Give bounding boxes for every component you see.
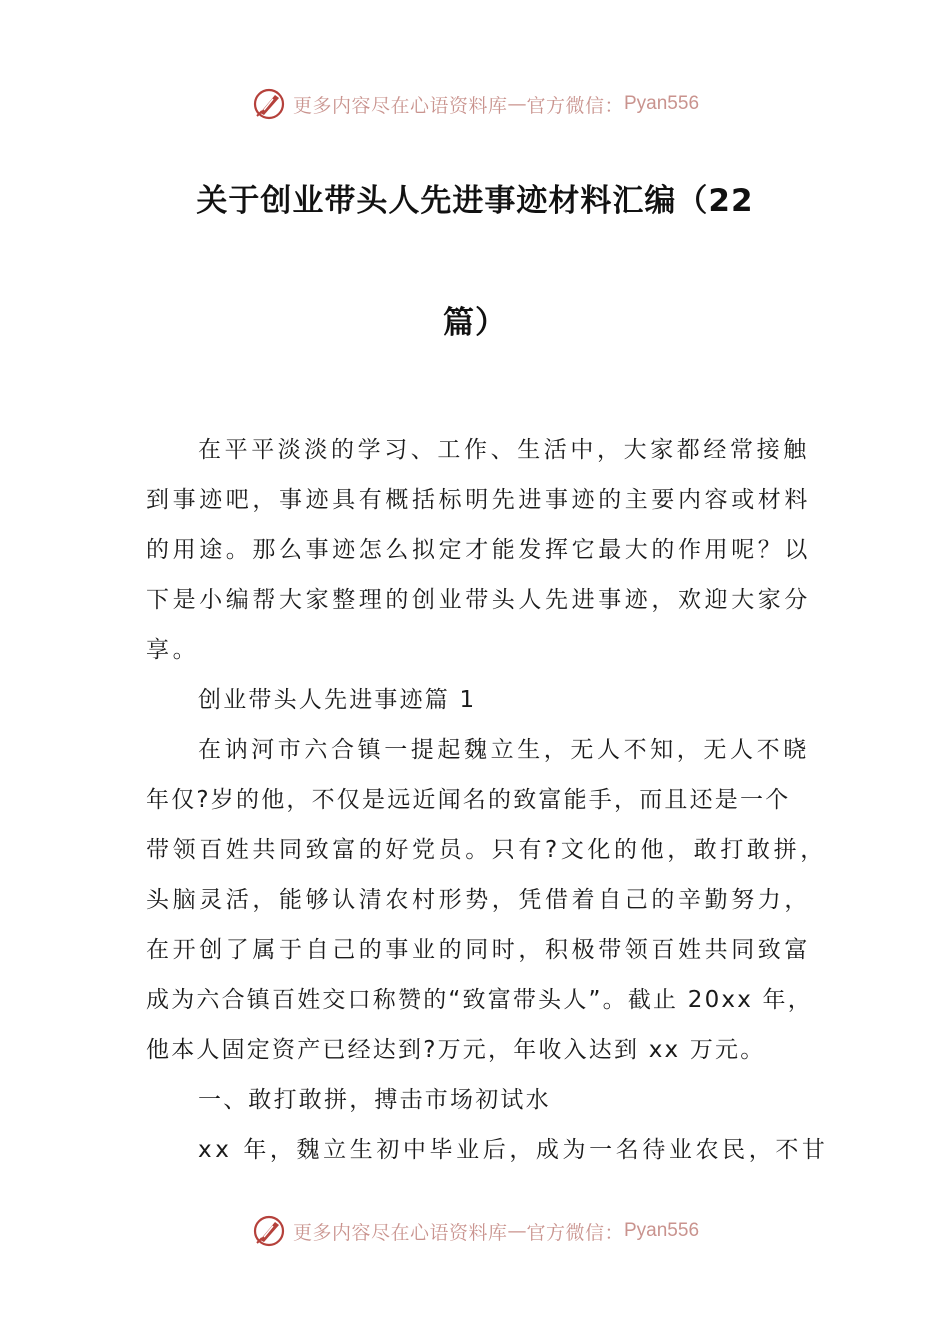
quill-logo-icon xyxy=(251,1213,287,1249)
sub-heading: 一、敢打敢拼，搏击市场初试水 xyxy=(198,1087,551,1113)
quill-logo-icon xyxy=(251,86,287,122)
document-title-line-1: 关于创业带头人先进事迹材料汇编（22 xyxy=(196,183,754,219)
watermark-dash: — xyxy=(507,93,527,115)
body-line: 在开创了属于自己的事业的同时，积极带领百姓共同致富 xyxy=(146,937,811,963)
document-title-line-2: 篇） xyxy=(443,305,507,341)
body-line: 年仅?岁的他，不仅是远近闻名的致富能手，而且还是一个 xyxy=(146,787,791,813)
body-line: 享。 xyxy=(146,637,200,663)
body-line: 他本人固定资产已经达到?万元，年收入达到 xx 万元。 xyxy=(146,1037,766,1063)
body-line: 带领百姓共同致富的好党员。只有?文化的他，敢打敢拼， xyxy=(146,837,827,863)
body-line: 在讷河市六合镇一提起魏立生，无人不知，无人不晓 xyxy=(198,737,810,763)
watermark-header xyxy=(0,84,950,124)
body-line: 头脑灵活，能够认清农村形势，凭借着自己的辛勤努力， xyxy=(146,887,811,913)
body-line: 成为六合镇百姓交口称赞的“致富带头人”。截止 20xx 年， xyxy=(146,987,813,1013)
watermark-label: 官方微信： xyxy=(526,1221,624,1244)
body-line: 到事迹吧，事迹具有概括标明先进事迹的主要内容或材料 xyxy=(146,487,811,513)
watermark-main-text: 更多内容尽在心语资料库 xyxy=(292,1221,508,1244)
document-body xyxy=(146,425,829,1175)
body-line: 下是小编帮大家整理的创业带头人先进事迹，欢迎大家分 xyxy=(146,587,811,613)
watermark-footer xyxy=(0,1211,950,1251)
body-line: xx 年，魏立生初中毕业后，成为一名待业农民，不甘 xyxy=(198,1137,829,1163)
watermark-label: 官方微信： xyxy=(526,94,624,117)
watermark-dash: — xyxy=(507,1220,527,1242)
watermark-main-text: 更多内容尽在心语资料库 xyxy=(292,94,508,117)
section-heading: 创业带头人先进事迹篇 1 xyxy=(198,687,477,713)
body-line: 在平平淡淡的学习、工作、生活中，大家都经常接触 xyxy=(198,437,810,463)
body-line: 的用途。那么事迹怎么拟定才能发挥它最大的作用呢？以 xyxy=(146,537,811,563)
watermark-wechat-id: Pyan556 xyxy=(624,93,700,114)
watermark-wechat-id: Pyan556 xyxy=(624,1220,700,1241)
